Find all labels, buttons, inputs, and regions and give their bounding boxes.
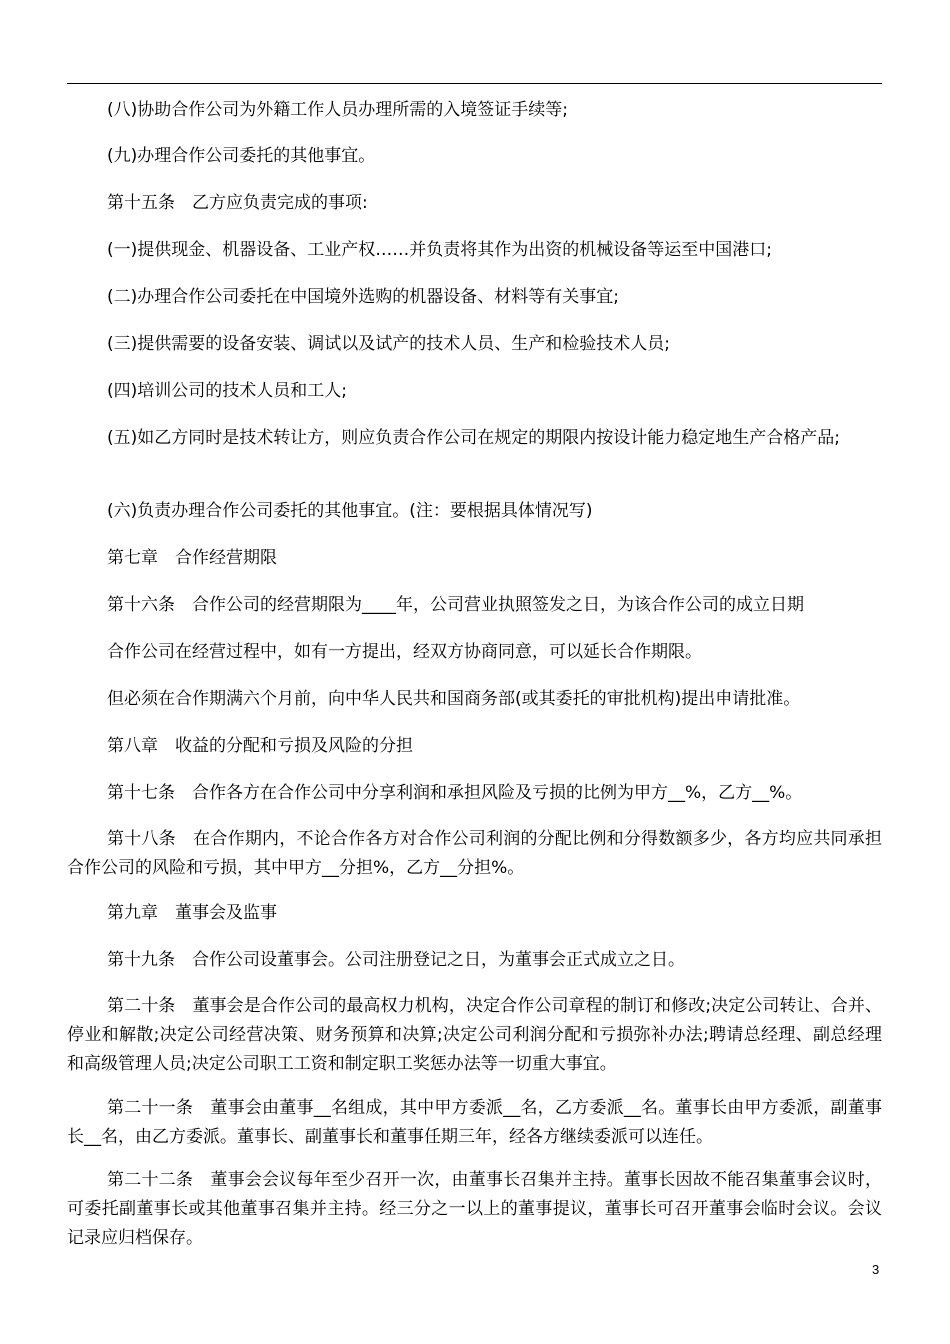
article-18: 第十八条 在合作期内，不论合作各方对合作公司利润的分配比例和分得数额多少，各方均应共同承担合作公司的风险和亏损，其中甲方__分担%，乙方__分担%。 [67,829,882,878]
chapter-8-heading: 第八章 收益的分配和亏损及风险的分担 [107,736,413,756]
article-15-heading: 第十五条 乙方应负责完成的事项: [107,193,368,213]
chapter-7-heading: 第七章 合作经营期限 [107,548,277,568]
article-20: 第二十条 董事会是合作公司的最高权力机构，决定合作公司章程的制订和修改;决定公司转让、合并、停业和解散;决定公司经营决策、财务预算和决算;决定公司利润分配和亏损弥补办法;聘请总经理、副总经理和高级管理人员;决定公司职工工资和制定职工奖惩办法等一切重大事宜。 [67,996,882,1074]
article-19: 第十九条 合作公司设董事会。公司注册登记之日，为董事会正式成立之日。 [107,950,685,970]
article-16-extension: 合作公司在经营过程中，如有一方提出，经双方协商同意，可以延长合作期限。 [107,642,702,662]
article-22: 第二十二条 董事会会议每年至少召开一次，由董事长召集并主持。董事长因故不能召集董事会议时，可委托副董事长或其他董事召集并主持。经三分之一以上的董事提议，董事长可召开董事会临时会议。会议记录应归档保存。 [67,1170,882,1248]
article-21: 第二十一条 董事会由董事__名组成，其中甲方委派__名，乙方委派__名。董事长由甲方委派，副董事长__名，由乙方委派。董事长、副董事长和董事任期三年，经各方继续委派可以连任。 [67,1098,882,1147]
article-16-approval: 但必须在合作期满六个月前，向中华人民共和国商务部(或其委托的审批机构)提出申请批准。 [107,689,801,709]
paragraph-item-8: (八)协助合作公司为外籍工作人员办理所需的入境签证手续等; [107,100,568,120]
paragraph-item-b3: (三)提供需要的设备安装、调试以及试产的技术人员、生产和检验技术人员; [107,334,670,354]
paragraph-item-b2: (二)办理合作公司委托在中国境外选购的机器设备、材料等有关事宜; [107,287,619,307]
article-17: 第十七条 合作各方在合作公司中分享利润和承担风险及亏损的比例为甲方__%，乙方__%。 [107,783,803,803]
paragraph-item-b4: (四)培训公司的技术人员和工人; [107,381,347,401]
paragraph-item-b6: (六)负责办理合作公司委托的其他事宜。(注：要根据具体情况写) [107,501,593,521]
chapter-9-heading: 第九章 董事会及监事 [107,903,277,923]
paragraph-item-b1: (一)提供现金、机器设备、工业产权……并负责将其作为出资的机械设备等运至中国港口; [107,240,772,260]
page-number: 3 [872,1262,880,1277]
header-rule [67,83,882,84]
article-16: 第十六条 合作公司的经营期限为____年，公司营业执照签发之日，为该合作公司的成立日期 [107,595,804,615]
paragraph-item-b5: (五)如乙方同时是技术转让方，则应负责合作公司在规定的期限内按设计能力稳定地生产合格产品; [107,428,840,448]
paragraph-item-9: (九)办理合作公司委托的其他事宜。 [107,146,376,166]
